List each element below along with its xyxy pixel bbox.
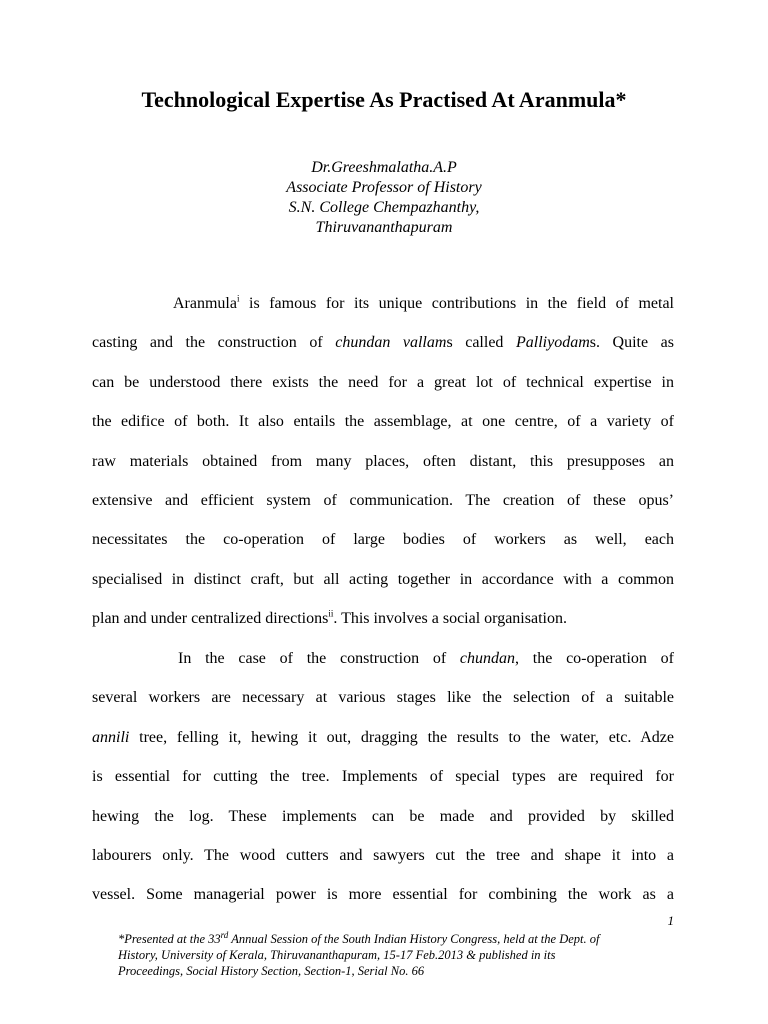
page-number: 1 [667, 913, 674, 928]
paragraph-line: labourers only. The wood cutters and sawyers cut the tree and shape it into a [92, 846, 674, 864]
body-paragraph-2 [92, 649, 674, 925]
body-paragraph-1 [92, 294, 674, 649]
author-block [0, 158, 768, 238]
paragraph-line: several workers are necessary at various stages like the selection of a suitable [92, 689, 674, 707]
footnote-line: History, University of Kerala, Thiruvananthapuram, 15-17 Feb.2013 & published in its [118, 948, 556, 962]
paragraph-line: necessitates the co-operation of large bodies of workers as well, each [92, 531, 674, 549]
footnote-line: *Presented at the 33rd Annual Session of the South Indian History Congress, held at the Dept. of [118, 929, 600, 946]
paragraph-line: specialised in distinct craft, but all acting together in accordance with a common [92, 570, 674, 588]
paragraph-line: hewing the log. These implements can be made and provided by skilled [92, 807, 674, 825]
endnote-marker-ii: ii [328, 608, 334, 619]
footnote [118, 931, 674, 979]
endnote-marker-i: i [236, 293, 240, 304]
paragraph-line: extensive and efficient system of communication. The creation of these opus’ [92, 491, 674, 509]
paragraph-line: casting and the construction of chundan vallams called Palliyodams. Quite as [92, 334, 674, 352]
author-college: S.N. College Chempazhanthy, [288, 199, 480, 216]
author-name: Dr.Greeshmalatha.A.P [311, 159, 457, 176]
paragraph-line: raw materials obtained from many places, often distant, this presupposes an [92, 452, 674, 470]
author-position: Associate Professor of History [286, 179, 482, 196]
paper-title: Technological Expertise As Practised At Aranmula* [141, 87, 627, 112]
paragraph-line: is essential for cutting the tree. Implements of special types are required for [92, 768, 674, 786]
paragraph-line: Aranmula$^i$ is famous for its unique contributions in the field of metal [173, 293, 674, 312]
paragraph-line: vessel. Some managerial power is more essential for combining the work as a [92, 886, 674, 904]
paragraph-line: can be understood there exists the need for a great lot of technical expertise in [92, 373, 674, 391]
footnote-line: Proceedings, Social History Section, Section-1, Serial No. 66 [118, 964, 425, 978]
paragraph-line: In the case of the construction of chundan, the co-operation of [178, 650, 674, 667]
author-city: Thiruvananthapuram [315, 219, 453, 236]
paragraph-line: annili tree, felling it, hewing it out, dragging the results to the water, etc. Adze [92, 728, 674, 746]
paragraph-line: plan and under centralized directions$^{ii}$. This involves a social organisation. [92, 608, 567, 628]
paragraph-line: the edifice of both. It also entails the assemblage, at one centre, of a variety of [92, 413, 674, 431]
footnote-superscript: rd [220, 929, 229, 940]
